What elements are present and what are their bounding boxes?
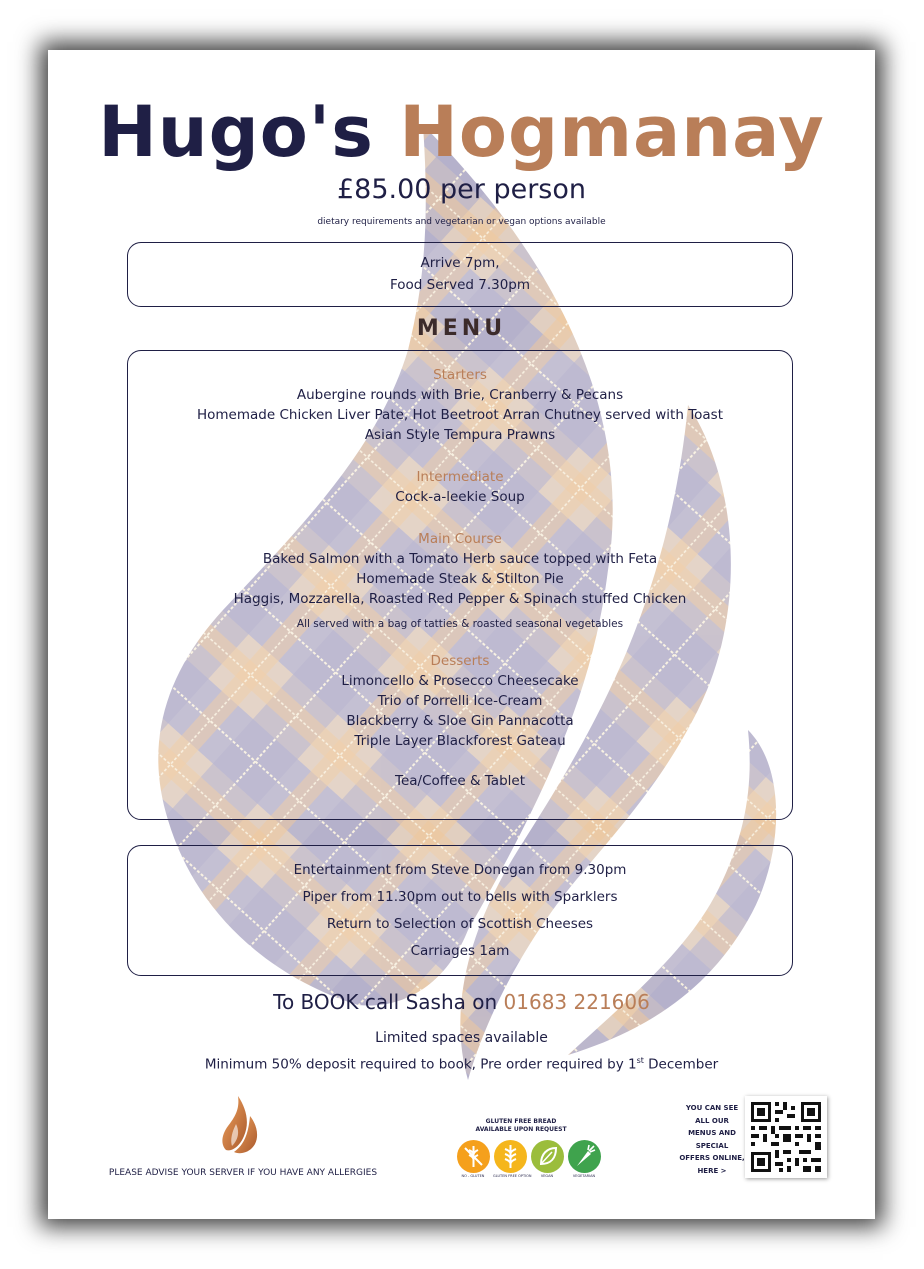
vegetarian-badge [567, 1140, 601, 1179]
qr-text-line: ALL OUR [695, 1116, 729, 1125]
menu-item: Haggis, Mozzarella, Roasted Red Pepper & Spinach stuffed Chicken [233, 591, 687, 607]
price-per-person: £85.00 per person [336, 174, 587, 205]
menu-item: Baked Salmon with a Tomato Herb sauce topped with Feta [262, 551, 658, 567]
menu-item: Aubergine rounds with Brie, Cranberry & Pecans [296, 387, 624, 403]
booking-line [48, 987, 875, 1017]
tea-coffee-item: Tea/Coffee & Tablet [395, 773, 525, 789]
vegan-leaf-icon [531, 1140, 564, 1173]
menu-item: Asian Style Tempura Prawns [364, 427, 556, 443]
menu-item: Cock-a-leekie Soup [395, 489, 525, 505]
menu-item: Homemade Chicken Liver Pate, Hot Beetroot Arran Chutney served with Toast [197, 407, 723, 423]
vegetarian-carrot-icon [568, 1140, 601, 1173]
entertainment-line: Carriages 1am [410, 943, 510, 959]
arrival-time: Arrive 7pm, [420, 255, 500, 271]
menu-item: Limoncello & Prosecco Cheesecake [341, 673, 579, 689]
desserts-title: Desserts [430, 653, 490, 669]
gluten-free-bread-note [466, 1118, 576, 1134]
qr-text-line: YOU CAN SEE [685, 1104, 739, 1112]
booking-phone[interactable]: 01683 221606 [503, 990, 650, 1014]
entertainment-line: Piper from 11.30pm out to bells with Sparklers [302, 889, 618, 905]
dietary-note: dietary requirements and vegetarian or vegan options available [317, 217, 606, 227]
diet-label: VEGAN [540, 1174, 554, 1178]
gluten-free-line1: GLUTEN FREE BREAD [485, 1118, 557, 1125]
qr-code-icon[interactable] [745, 1096, 827, 1178]
menu-box [127, 350, 793, 820]
starters-title: Starters [433, 367, 487, 383]
qr-text-line: MENUS AND [688, 1129, 736, 1138]
dietary-icons [456, 1140, 601, 1184]
qr-text-line: OFFERS ONLINE, [679, 1154, 745, 1163]
deposit-text: Minimum 50% deposit required to book, Pre order required by 1 [204, 1056, 637, 1073]
deposit-month: December [643, 1056, 719, 1073]
vegan-badge [530, 1140, 564, 1179]
qr-text-line: HERE > [697, 1166, 727, 1175]
arrival-box [127, 242, 793, 307]
title-part-hugos: Hugo's [98, 91, 374, 173]
entertainment-box [127, 845, 793, 976]
qr-text-line: SPECIAL [695, 1141, 729, 1150]
flame-logo-icon [220, 1094, 262, 1156]
gluten-free-option-icon [494, 1140, 527, 1173]
menu-heading: MENU [416, 316, 507, 341]
online-menus-text [673, 1102, 751, 1178]
limited-spaces: Limited spaces available [375, 1030, 548, 1046]
event-title [48, 92, 875, 172]
diet-label: VEGETARIAN [572, 1174, 596, 1178]
menu-page [48, 50, 875, 1219]
food-served-time: Food Served 7.30pm [389, 277, 531, 293]
main-course-note: All served with a bag of tatties & roasted seasonal vegetables [296, 618, 624, 630]
booking-text: To BOOK call Sasha on [273, 990, 498, 1014]
allergy-notice: PLEASE ADVISE YOUR SERVER IF YOU HAVE ANY ALLERGIES [108, 1168, 378, 1178]
title-part-hogmanay: Hogmanay [399, 91, 825, 173]
deposit-ordinal: st [636, 1056, 644, 1065]
menu-item: Triple Layer Blackforest Gateau [354, 733, 566, 749]
entertainment-line: Return to Selection of Scottish Cheeses [326, 916, 594, 932]
deposit-note [48, 1050, 875, 1076]
gluten-free-option-badge [493, 1140, 532, 1179]
intermediate-title: Intermediate [416, 469, 504, 485]
entertainment-line: Entertainment from Steve Donegan from 9.30pm [293, 862, 627, 878]
menu-item: Homemade Steak & Stilton Pie [356, 571, 564, 587]
diet-label: GLUTEN FREE OPTION [493, 1174, 532, 1178]
no-gluten-badge [456, 1140, 490, 1179]
diet-label: NO - GLUTEN [461, 1174, 485, 1178]
main-course-title: Main Course [418, 531, 502, 547]
menu-item: Trio of Porrelli Ice-Cream [377, 693, 543, 709]
menu-item: Blackberry & Sloe Gin Pannacotta [346, 713, 574, 729]
no-gluten-icon [457, 1140, 490, 1173]
gluten-free-line2: AVAILABLE UPON REQUEST [475, 1126, 567, 1133]
